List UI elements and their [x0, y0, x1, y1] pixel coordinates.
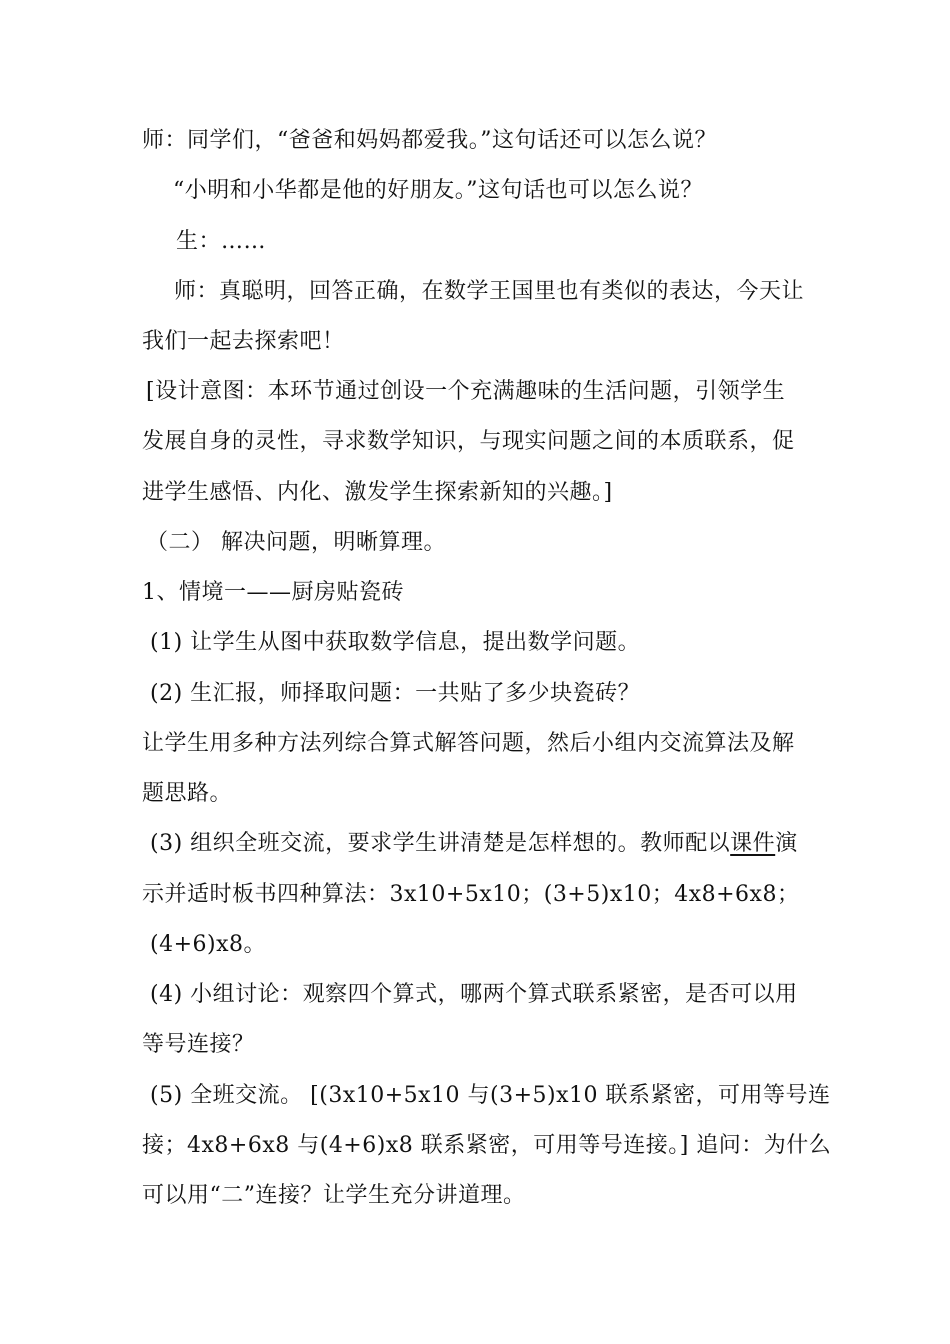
paragraph-line: 师：同学们，“爸爸和妈妈都爱我。”这句话还可以怎么说？ [142, 128, 717, 153]
paragraph-line: “小明和小华都是他的好朋友。”这句话也可以怎么说？ [173, 178, 703, 203]
subsection-heading: 1、情境一——厨房贴瓷砖 [142, 580, 404, 605]
design-intent-line: 进学生感悟、内化、激发学生探索新知的兴趣。] [142, 480, 613, 505]
paragraph-line: 我们一起去探索吧！ [142, 329, 345, 354]
design-intent-line: 发展自身的灵性，寻求数学知识，与现实问题之间的本质联系，促 [142, 429, 795, 454]
paragraph-line: 师：真聪明，回答正确，在数学王国里也有类似的表达，今天让 [174, 279, 805, 304]
step-line [150, 829, 798, 859]
formula-line: 示并适时板书四种算法：3x10+5x10；(3+5)x10；4x8+6x8； [142, 882, 800, 907]
paragraph-line: 可以用“二”连接？让学生充分讲道理。 [142, 1183, 526, 1208]
step-line: (1) 让学生从图中获取数学信息，提出数学问题。 [150, 630, 641, 655]
courseware-link[interactable]: 课件 [730, 831, 776, 856]
paragraph-line: 题思路。 [142, 781, 233, 806]
step-text: (3) 组织全班交流，要求学生讲清楚是怎样想的。教师配以 [150, 831, 731, 856]
paragraph-line: 等号连接？ [142, 1032, 255, 1057]
paragraph-line: 生：…… [176, 229, 267, 254]
paragraph-line: 接；4x8+6x8 与(4+6)x8 联系紧密，可用等号连接。] 追问：为什么 [142, 1133, 832, 1158]
step-line: (2) 生汇报，师择取问题：一共贴了多少块瓷砖？ [150, 681, 641, 706]
formula-line: (4+6)x8。 [150, 932, 266, 957]
design-intent-line: [设计意图：本环节通过创设一个充满趣味的生活问题，引领学生 [146, 379, 786, 404]
step-line: (5) 全班交流。 [(3x10+5x10 与(3+5)x10 联系紧密，可用等号连 [150, 1083, 831, 1108]
step-line: (4) 小组讨论：观察四个算式，哪两个算式联系紧密，是否可以用 [150, 982, 798, 1007]
step-text-end: 演 [775, 831, 798, 856]
paragraph-line: 让学生用多种方法列综合算式解答问题，然后小组内交流算法及解 [142, 731, 795, 756]
section-heading: （二） 解决问题，明晰算理。 [146, 530, 446, 555]
